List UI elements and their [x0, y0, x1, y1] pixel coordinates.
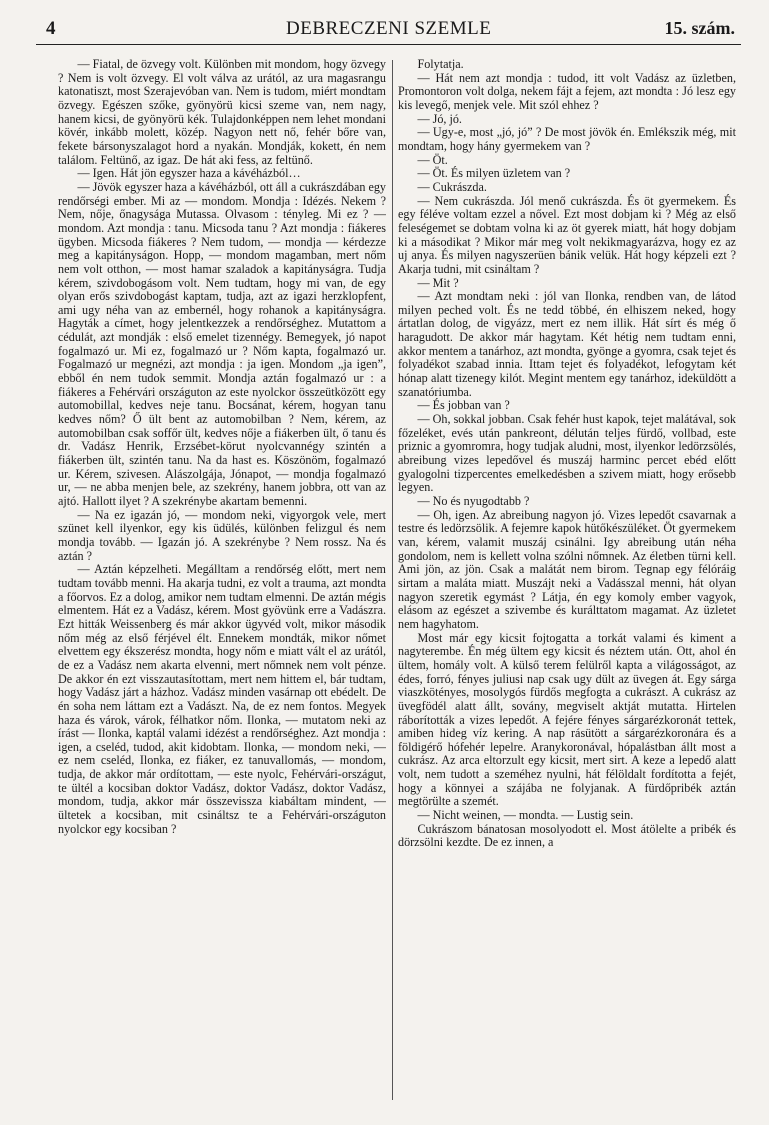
paragraph: — És jobban van ?	[417, 398, 510, 413]
paragraph: — Nem cukrászda. Jól menő cukrászda. És öt gyermekem. És egy féléve voltam ezzel a nővel. Ezt most dobjam ki ? Még az első feleségemet se dobtam volna ki az öt gyerek miatt, hát hogy dobjam ki a másodikat ? Mikor már meg volt nekikmagyarázva, hogy ez az uj anya. És milyen nagyszerüen bánik velük. Hát hogy képzeli ezt ? Akarja tudni, mit csináltam ?	[398, 193, 736, 276]
page-header	[36, 18, 741, 45]
column-divider	[392, 60, 393, 1100]
paragraph: — Oh, igen. Az abreibung nagyon jó. Vizes lepedőt csavarnak a testre és ledörzsölik. A fejemre kapok hütőkészüléket. Öt gyermekem van, kérem, valamit muszáj csinálni. Igy abreibung után néha gondolom, nem is kellett volna szólni nőmnek. Az életben türni kell. Ami jön, az jön. Csak a malátát nem birom. Tegnap egy félóráig sirtam a maláta miatt. Muszájt neki a Vadásszal menni, hát olyan nagyon szeretik egymást ? Látja, én egy komoly ember vagyok, elásom az egészet a szivembe és kurálttatom magamat. Az üzletet nem hagyhatom.	[398, 507, 736, 631]
issue-number: 15. szám.	[664, 18, 735, 38]
paragraph: — Na ez igazán jó, — mondom neki, vigyorgok vele, mert szünet kell ilyenkor, egy kis üdülés, különben felizgul és nem mondja tovább. — Igazán jó. A szekrénybe ? Nem rossz. Na és aztán ?	[58, 507, 386, 563]
paragraph: — Azt mondtam neki : jól van Ilonka, rendben van, de látod milyen peched volt. És ne tedd többé, én elhiszem neked, hogy ártatlan dolog, de vigyázz, mert ez nem illik. Hát sírt és még ő haragudott. De akkor már hagytam. Két hétig nem tudtam enni, akkor mentem a tanárhoz, azt mondta, gyönge a gyomra, csak tejet és folyadékot szabad innia. Ittam tejet és folyadékot, lefogytam két hónap alatt tizenegy kilót. Megint mentem egy tanárhoz, ideküldött a szanatóriumba.	[398, 289, 736, 399]
paragraph: — Fiatal, de özvegy volt. Különben mit mondom, hogy özvegy ? Nem is volt özvegy. El volt válva az urától, az ura magasrangu katonatiszt, most Szerajevóban van. Nem is tudom, miért mondtam özvegy. Egészen szőke, gyönyörü kicsi szeme van, nem nagy, hanem kicsi, de gyönyörü kék. Tulajdonképpen nem lehet mondani kövér, inkább molett, közép. Nagyon nett nő, fehér bőre van, fekete bársonyszalagot hord a nyakán. Mondják, kokett, én nem találom. Feltünő, az igaz. De hát aki fess, az feltünő.	[58, 58, 386, 167]
paragraph: — Jó, jó.	[417, 111, 462, 126]
paragraph: — Cukrászda.	[417, 179, 487, 194]
left-column	[58, 58, 386, 1108]
paragraph: — Aztán képzelheti. Megálltam a rendőrség előtt, mert nem tudtam tovább menni. Ha akarja tudni, ez volt a trauma, azt mondta a főorvos. Ez a dolog, amikor nem tudtam elmenni. De aztán mégis elmentem. Hát ez a Vadász, kérem. Most gyövünk erre a Vadászra. Ezt hitták Weissenberg és már akkor ügyvéd volt, mikor második nőm még az első férjével élt. Ennekem mondták, mikor nőmet elvettem egy ékszerész mondta, hogy nőm e miatt vált el az urától, de ez a Vadász nem akarta elvenni, mert nőmnek nem volt pénze. De akkor én ezt visszautasítottam, mert nem hittem el, bár tudtam, hogy Vadász járt a házhoz. Vadász minden vasárnap ott ebédelt. De én soha nem láttam ezt a Vadászt. Na, de ez nem fontos. Megyek haza és várok, várok, félhatkor nőm. Ilonka, — mutatom neki az írást — Ilonka, kaptál valami idézést a rendőrséghez. Azt mondja : igen, a cseléd, tudod, akit kidobtam. Ilonka, — mondom neki, — ez nem cseléd, Ilonka, ez fiáker, ez tanuvallomás, — mondom, tudja, de akkor már ordítottam, — este nyolc, Fehérvári-országut, te ültél a kocsiban doktor Vadász, doktor Vadász, doktor Vadász, mondom, tudja, akkor már összevissza kiabáltam mindent, — ültetek a kocsiban, mit csináltsz te a Fehérvári-országuton nyolckor egy kocsiban ?	[58, 562, 386, 836]
journal-title: DEBRECZENI SZEMLE	[286, 18, 492, 39]
paragraph: Folytatja.	[417, 58, 464, 71]
paragraph: — Oh, sokkal jobban. Csak fehér hust kapok, tejet malátával, sok főzeléket, evés után pankreont, délután teljes fürdő, vollbad, este priznic a gyomromra, hogy tudjak aludni, most, ilyenkor ledörzsölés, abreibung vizes lepedővel és muszáj harminc percet ebéd előtt gyalogolni tizpercentes emelkedésben a szivem miatt, hogy erősebb legyen.	[398, 412, 736, 495]
paragraph: Cukrászom bánatosan mosolyodott el. Most átölelte a pribék és dörzsölni kezdte. De ez innen, a	[398, 821, 736, 850]
page-number: 4	[46, 18, 56, 39]
paragraph: — Hát nem azt mondja : tudod, itt volt Vadász az üzletben, Promontoron volt dolga, nekem fájt a fejem, azt mondta : Jó lesz egy kis levegő, menjek vele. Mit szól ehhez ?	[398, 70, 736, 112]
paragraph: — Nicht weinen, — mondta. — Lustig sein.	[417, 808, 634, 823]
paragraph: — Jövök egyszer haza a kávéházból, ott áll a cukrászdában egy rendőrségi ember. Mi az — mondom. Mondja : Idézés. Nekem ? Nem, nője, őnagysága Mutassa. Olvasom : tényleg. Mi ez ? — mondom. Azt mondja : tanu. Micsoda tanu ? Azt mondja : fiákeres ügyben. Micsoda fiákeres ? Nem tudom, — mondja — kérdezze meg a kapitányságon. Hopp, — mondom magamban, mert nőm nem volt otthon, — most hamar szaladok a kapitányságra. Tudja kérem, szivdobogásom volt. Nem tudtam, hogy mi van, de egy olyan erős szivdobogást kaptam, tudja, azt az igazi herzklopfent, ami ugy néha van az embernél, hogy rohanok a kapitányságra. Hagyták a címet, hogy jelentkezzek a rendőrséghez. Mutattom a cédulát, azt mondják : első emelet tizennégy. Bemegyek, jó napot fogalmazó ur. Mi ez, fogalmazó ur ? Nőm kapta, fogalmazó ur. Fogalmazó ur megnézi, azt mondja : ja igen. Mondom „ja igen”, ebből én nem tudok semmit. Mondja aztán fogalmazó ur : a fiákeres a Fehérvári országuton az este nyolckor összeütközött egy automobillal, kedves neje tanu. Bocsánat, kérem, hogyan tanu kedves nőm? Ő ült bent az automobilban ? Nem, kérem, az automobilban csak soffőr ült, kedves nője a fiákerben ült, ő tanu és dr. Vadász Henrik, Erzsébet-körut nyolcvannégy szintén a fiákerben ült, szintén tanu. Na da hast es. Köszönöm, fogalmazó ur. Kérem, szivesen. Alászolgája, Jónapot, — mondja fogalmazó ur, — ne abba menjen bele, az szekrény, hanem jobbra, ott van az ajtó. Hallott ilyet ? A szekrénybe akartam bemenni.	[58, 179, 386, 508]
paragraph: — Mit ?	[417, 275, 459, 290]
right-column	[398, 58, 736, 1108]
paragraph: — Öt.	[417, 152, 448, 167]
paragraph: — Igen. Hát jön egyszer haza a kávéházból…	[77, 166, 301, 181]
paragraph: Most már egy kicsit fojtogatta a torkát valami és kiment a nagyterembe. Én még ültem egy kicsit és néztem után. Ott, ahol én ültem, homály volt. A külső terem felülről kapta a világosságot, az édes, forró, fényes juliusi nap csak ugy dült az üvegen át. Egy sárga viaszkötényes, mosolygós fürdős megfogta a cukrászt. A cukrász az üvegfödél alatt állt, sovány, megviselt aktját mutatta. Hirtelen ráborították a vizes lepedőt. A fejére fényes sárgarézkoronát tettek, amiben hideg víz kering. A nap rásütött a sárgarézkoronára és a földigérő hófehér lepelre. Aranykoronával, hópalástban állt most a cukrász. Az arca eltorzult egy kicsit, mert sirt. A keze a lepedő alatt volt, nem tudott a szeméhez nyulni, hát félöldalt fordította a fejét, hogy a könnyei a szájába ne folyjanak. A fürdőpribék aztán megtörülte a szemét.	[398, 630, 736, 809]
paragraph: — Ugy-e, most „jó, jó” ? De most jövök én. Emlékszik még, mit mondtam, hogy hány gyermekem van ?	[398, 125, 736, 153]
paragraph: — Öt. És milyen üzletem van ?	[417, 166, 571, 181]
paragraph: — No és nyugodtabb ?	[417, 494, 530, 508]
